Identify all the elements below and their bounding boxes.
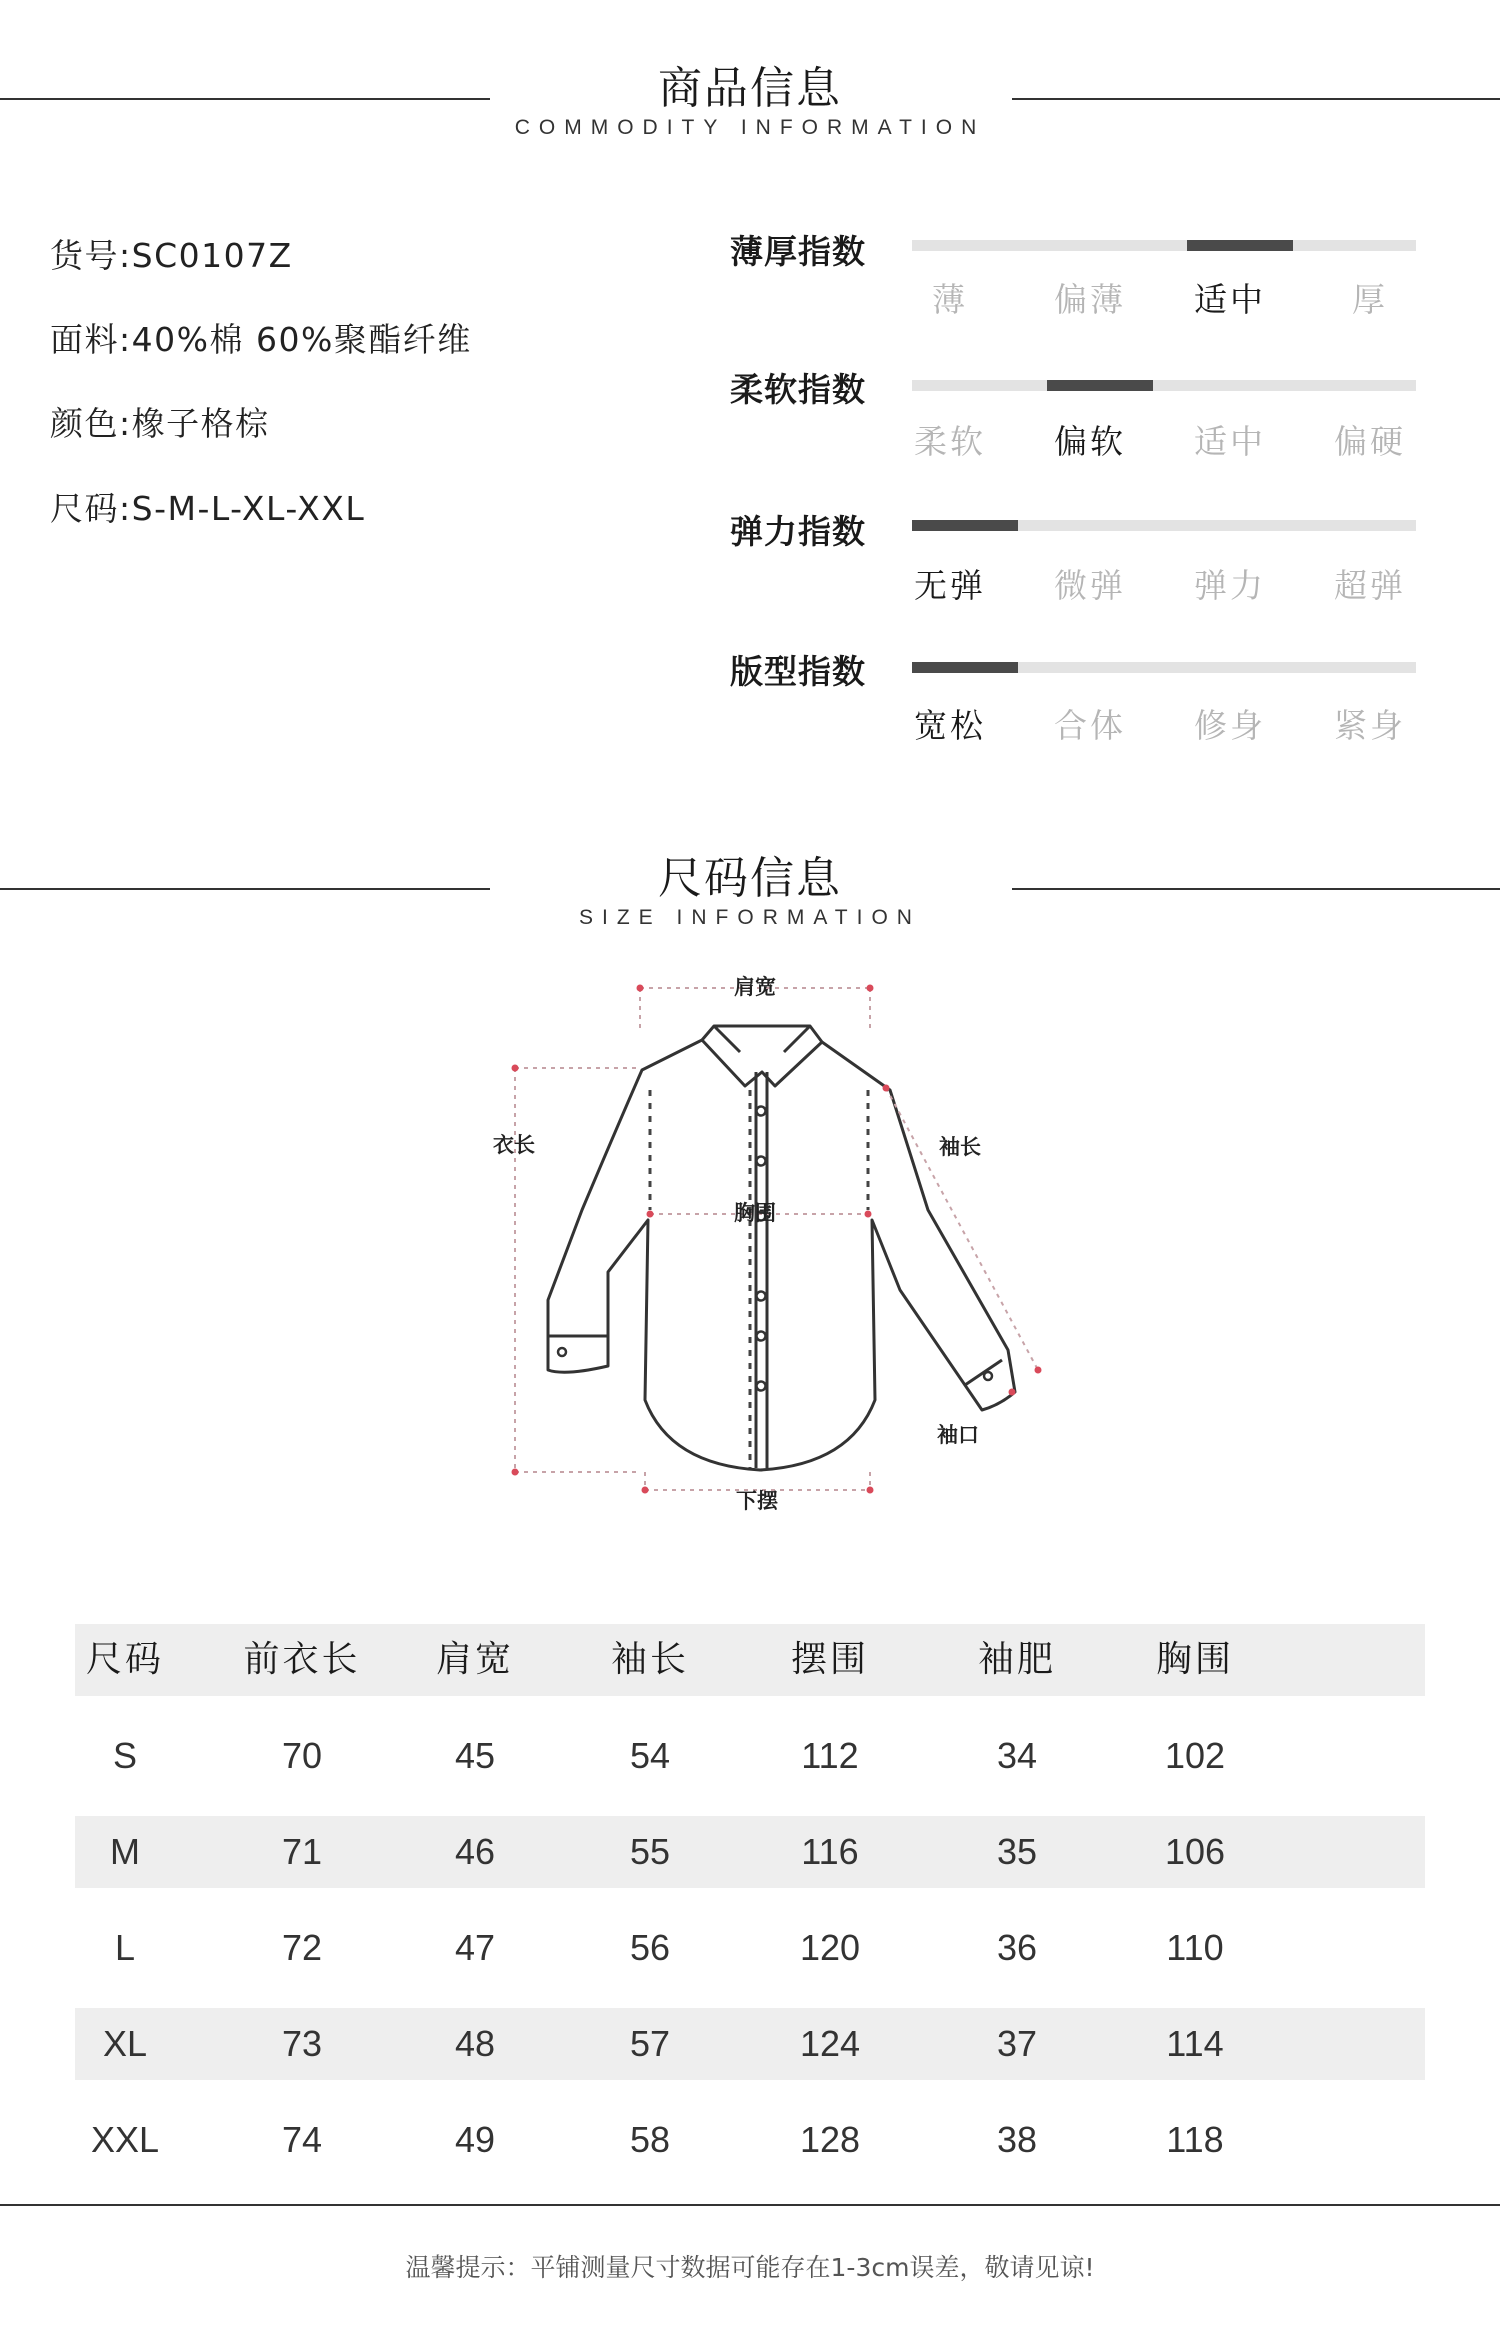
table-row — [75, 1720, 1425, 1792]
index-label-thickness: 薄厚指数 — [730, 232, 866, 271]
table-row — [75, 1912, 1425, 1984]
table-cell: 49 — [454, 2119, 496, 2160]
table-header-cell: 前衣长 — [243, 1639, 361, 1680]
size-subtitle: SIZE INFORMATION — [579, 906, 921, 929]
index-option: 无弹 — [914, 566, 986, 605]
table-cell: 72 — [281, 1927, 323, 1968]
measure-dots — [512, 985, 1042, 1494]
index-track-fit — [912, 662, 1416, 673]
table-cell: 128 — [799, 2119, 861, 2160]
index-option: 紧身 — [1334, 706, 1406, 745]
index-option: 薄 — [932, 280, 968, 319]
table-cell: M — [110, 1831, 140, 1872]
index-option: 适中 — [1194, 280, 1266, 319]
spec-fabric: 面料:40%棉 60%聚酯纤维 — [50, 320, 472, 359]
index-fill-softness — [1047, 380, 1153, 391]
table-cell: 55 — [629, 1831, 671, 1872]
shirt-outline — [548, 1026, 1015, 1470]
index-option: 微弹 — [1054, 566, 1126, 605]
index-option: 弹力 — [1194, 566, 1266, 605]
spec-color: 颜色:橡子格棕 — [50, 404, 270, 443]
table-header-cell: 肩宽 — [435, 1639, 514, 1680]
table-header-cell: 袖长 — [610, 1639, 689, 1680]
table-cell: 71 — [281, 1831, 323, 1872]
shirt-measurement-diagram — [470, 960, 1050, 1520]
label-cuff: 袖口 — [937, 1423, 979, 1447]
table-cell: 54 — [629, 1735, 671, 1776]
table-cell: 118 — [1166, 2119, 1224, 2160]
label-body-length: 衣长 — [493, 1133, 535, 1157]
table-header-cell: 胸围 — [1155, 1639, 1234, 1680]
table-cell: 36 — [996, 1927, 1038, 1968]
table-cell: 124 — [799, 2023, 861, 2064]
index-option: 适中 — [1194, 422, 1266, 461]
index-label-fit: 版型指数 — [730, 652, 866, 691]
index-fill-fit — [912, 662, 1018, 673]
index-option: 厚 — [1352, 280, 1388, 319]
footer-divider — [0, 2204, 1500, 2206]
index-label-softness: 柔软指数 — [730, 370, 866, 409]
measurement-note: 温馨提示：平铺测量尺寸数据可能存在1-3cm误差，敬请见谅! — [405, 2253, 1095, 2282]
table-cell: 38 — [996, 2119, 1038, 2160]
index-track-elasticity — [912, 520, 1416, 531]
table-header-cell: 尺码 — [85, 1639, 164, 1680]
label-sleeve-length: 袖长 — [939, 1135, 981, 1159]
table-cell: 34 — [996, 1735, 1038, 1776]
table-cell: 46 — [454, 1831, 496, 1872]
index-fill-thickness — [1187, 240, 1293, 251]
commodity-subtitle: COMMODITY INFORMATION — [514, 116, 986, 139]
table-header-cell: 摆围 — [790, 1639, 869, 1680]
index-option: 偏硬 — [1334, 422, 1406, 461]
commodity-title: 商品信息 — [658, 63, 842, 114]
index-option: 偏薄 — [1054, 280, 1126, 319]
table-cell: 110 — [1166, 1927, 1224, 1968]
index-option: 偏软 — [1054, 422, 1126, 461]
table-row — [75, 2008, 1425, 2080]
label-shoulder-width: 肩宽 — [734, 975, 776, 999]
table-header-row — [75, 1624, 1425, 1696]
label-hem: 下摆 — [736, 1489, 778, 1513]
index-option: 合体 — [1054, 706, 1126, 745]
table-cell: 47 — [454, 1927, 496, 1968]
index-option: 柔软 — [914, 422, 986, 461]
table-cell: 74 — [281, 2119, 323, 2160]
table-row — [75, 1816, 1425, 1888]
index-option: 宽松 — [914, 706, 986, 745]
index-track-softness — [912, 380, 1416, 391]
table-cell: L — [114, 1927, 136, 1968]
table-cell: 35 — [996, 1831, 1038, 1872]
table-cell: 70 — [281, 1735, 323, 1776]
table-cell: 102 — [1164, 1735, 1226, 1776]
table-cell: 37 — [996, 2023, 1038, 2064]
shirt-buttons — [558, 1107, 992, 1391]
size-title: 尺码信息 — [658, 853, 842, 904]
measure-lines — [515, 988, 1038, 1490]
table-cell: 114 — [1166, 2023, 1224, 2064]
table-header-cell: 袖肥 — [977, 1639, 1056, 1680]
label-chest: 胸围 — [734, 1201, 776, 1225]
table-cell: 112 — [801, 1735, 859, 1776]
size-table — [75, 1624, 1425, 2176]
table-cell: 58 — [629, 2119, 671, 2160]
table-cell: 73 — [281, 2023, 323, 2064]
inner-seam-lines — [650, 1090, 868, 1468]
index-fill-elasticity — [912, 520, 1018, 531]
table-cell: S — [112, 1735, 137, 1776]
index-option: 超弹 — [1334, 566, 1406, 605]
index-track-thickness — [912, 240, 1416, 251]
table-cell: 48 — [454, 2023, 496, 2064]
table-cell: 56 — [629, 1927, 671, 1968]
table-cell: 116 — [801, 1831, 859, 1872]
table-cell: XL — [102, 2023, 148, 2064]
table-row — [75, 2104, 1425, 2176]
table-cell: 57 — [629, 2023, 671, 2064]
spec-item-number: 货号:SC0107Z — [50, 236, 293, 275]
table-cell: XXL — [90, 2119, 160, 2160]
spec-size: 尺码:S-M-L-XL-XXL — [50, 489, 366, 528]
table-cell: 45 — [454, 1735, 496, 1776]
table-cell: 106 — [1164, 1831, 1226, 1872]
index-option: 修身 — [1194, 706, 1266, 745]
index-label-elasticity: 弹力指数 — [730, 512, 866, 551]
table-cell: 120 — [799, 1927, 861, 1968]
